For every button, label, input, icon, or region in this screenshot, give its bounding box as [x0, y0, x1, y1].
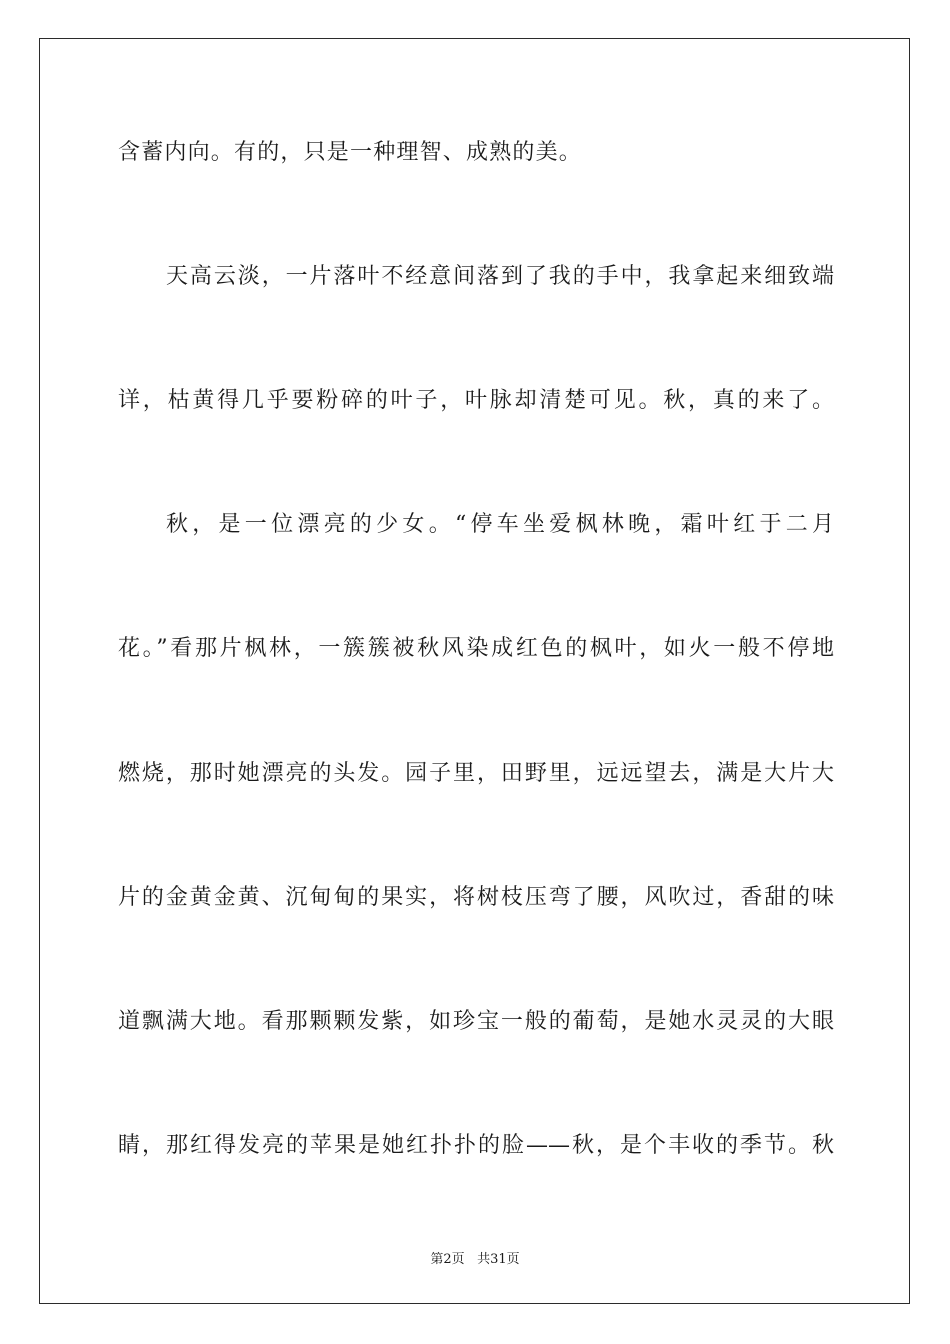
- text-line-5: 花。”看那片枫林，一簇簇被秋风染成红色的枫叶，如火一般不停地: [118, 636, 834, 661]
- text-line-9: 睛，那红得发亮的苹果是她红扑扑的脸——秋，是个丰收的季节。秋: [118, 1133, 834, 1158]
- page-footer: [0, 1248, 950, 1267]
- text-line-2: 天高云淡，一片落叶不经意间落到了我的手中，我拿起来细致端: [166, 264, 834, 289]
- page-total: 共31页: [477, 1252, 520, 1267]
- text-line-1: 含蓄内向。有的，只是一种理智、成熟的美。: [118, 140, 583, 165]
- text-line-4: 秋，是一位漂亮的少女。“停车坐爱枫林晚，霜叶红于二月: [166, 512, 834, 537]
- text-line-7: 片的金黄金黄、沉甸甸的果实，将树枝压弯了腰，风吹过，香甜的味: [118, 885, 834, 910]
- text-line-6: 燃烧，那时她漂亮的头发。园子里，田野里，远远望去，满是大片大: [118, 761, 834, 786]
- page-border: [39, 38, 910, 1304]
- text-line-8: 道飘满大地。看那颗颗发紫，如珍宝一般的葡萄，是她水灵灵的大眼: [118, 1009, 834, 1034]
- text-line-3: 详，枯黄得几乎要粉碎的叶子，叶脉却清楚可见。秋，真的来了。: [118, 388, 834, 413]
- page-number: 第2页: [430, 1252, 465, 1267]
